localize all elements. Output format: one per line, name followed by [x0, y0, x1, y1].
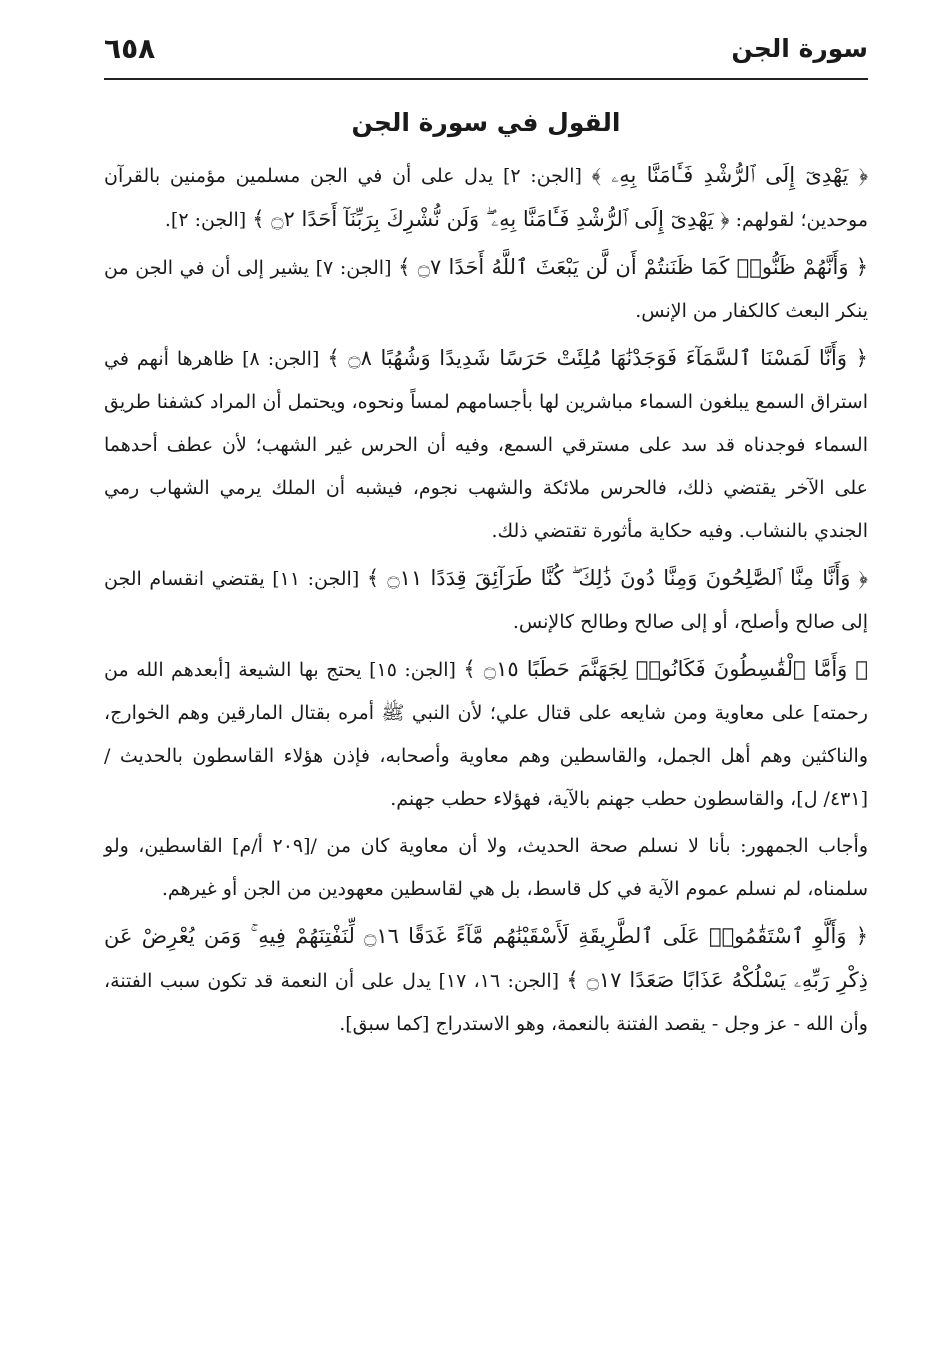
paragraph-jumhur-reply [104, 825, 868, 911]
paragraph-verse-16-17 [104, 915, 868, 1046]
verse-reference: [الجن: ١١] [272, 568, 360, 590]
paragraph-verse-8 [104, 337, 868, 553]
surah-name-header: سورة الجن [731, 34, 868, 63]
commentary-text: يدل على أن في الجن مسلمين مؤمنين بالقرآن موحدين؛ لقولهم: [104, 165, 868, 231]
verse-reference: [الجن: ٨] [242, 348, 320, 370]
verse-reference: [الجن: ١٥] [369, 659, 456, 681]
commentary-text: ظاهرها أنهم في استراق السمع يبلغون السماء مباشرين لها بأجسامهم لمساً ونحوه، ويحتمل أن المراد كشفنا طريق السماء فوجدناه قد سد على مسترقي السمع، وفيه أن الحرس غير الشهب؛ لأن عطف أحدهما على الآخر يقتضي ذلك، فالحرس ملائكة والشهب نجوم، فيشبه أن الملك يرمي الشهاب رمي الجندي بالنشاب. وفيه حكاية مأثورة تقتضي ذلك. [104, 348, 868, 542]
paragraph-verse-7 [104, 246, 868, 333]
page-number: ٦٥٨ [104, 32, 156, 65]
running-header [104, 28, 868, 80]
quran-verse: ﴿ يَهْدِىٓ إِلَى ٱلرُّشْدِ فَـَٔامَنَّا بِهِۦ ﴾ [591, 163, 868, 187]
quran-verse: ﴿ وَأَنَّهُمْ ظَنُّوا۟ كَمَا ظَنَنتُمْ أَن لَّن يَبْعَثَ ٱللَّهُ أَحَدًا ۝٧ ﴾ [398, 255, 869, 279]
quran-verse: ﴿ وَأَنَّا مِنَّا ٱلصَّٰلِحُونَ وَمِنَّا دُونَ ذَٰلِكَ ۖ كُنَّا طَرَآئِقَ قِدَدًا ۝١١ ﴾ [366, 566, 868, 590]
commentary-text: يشير إلى أن في الجن من ينكر البعث كالكفار من الإنس. [104, 257, 868, 322]
quran-verse: ﴿ وَأَمَّا ٱلْقَٰسِطُونَ فَكَانُوا۟ لِجَهَنَّمَ حَطَبًا ۝١٥ ﴾ [463, 657, 868, 681]
commentary-text: يحتج بها الشيعة [أبعدهم الله من رحمته] على معاوية ومن شايعه على قتال علي؛ لأن النبي ﷺ أمره بقتال المارقين وهم الخوارج، والناكثين وهم أهل الجمل، والقاسطين وهم معاوية وأصحابه، فإذن هؤلاء القاسطون بالحديث / [٤٣١/ ل]، والقاسطون حطب جهنم بالآية، فهؤلاء حطب جهنم. [104, 659, 868, 810]
verse-reference: [الجن: ٢]. [164, 209, 247, 231]
quran-verse: ﴿ وَأَنَّا لَمَسْنَا ٱلسَّمَآءَ فَوَجَدْنَٰهَا مُلِئَتْ حَرَسًا شَدِيدًا وَشُهُبًا ۝٨ ﴾ [327, 346, 868, 370]
verse-reference: [الجن: ١٦، ١٧] [438, 970, 560, 992]
commentary-text: يقتضي انقسام الجن إلى صالح وأصلح، أو إلى صالح وطالح كالإنس. [104, 568, 868, 633]
paragraph-verse-11 [104, 557, 868, 644]
commentary-text: وأجاب الجمهور: بأنا لا نسلم صحة الحديث، ولا أن معاوية كان من /[٢٠٩ أ/م] القاسطين، ولو سلمناه، لم نسلم عموم الآية في كل قاسط، بل هي لقاسطين معهودين من الجن أو غيرهم. [104, 835, 868, 900]
verse-reference: [الجن: ٢] [502, 165, 582, 187]
quran-verse: ﴿ يَهْدِىٓ إِلَى ٱلرُّشْدِ فَـَٔامَنَّا بِهِۦ ۖ وَلَن نُّشْرِكَ بِرَبِّنَآ أَحَدًا ۝٢ ﴾ [252, 207, 730, 231]
paragraph-verse-2 [104, 154, 868, 242]
body-text [104, 154, 868, 1050]
paragraph-verse-15 [104, 648, 868, 821]
quran-verse: ﴿ وَأَلَّوِ ٱسْتَقَٰمُوا۟ عَلَى ٱلطَّرِيقَةِ لَأَسْقَيْنَٰهُم مَّآءً غَدَقًا ۝١٦ لِّنَفْتِنَهُمْ فِيهِ ۚ وَمَن يُعْرِضْ عَن ذِكْرِ رَبِّهِۦ يَسْلُكْهُ عَذَابًا صَعَدًا ۝١٧ ﴾ [104, 924, 869, 992]
section-title: القول في سورة الجن [351, 108, 621, 137]
verse-reference: [الجن: ٧] [315, 257, 392, 279]
commentary-text: يدل على أن النعمة قد تكون سبب الفتنة، وأن الله - عز وجل - يقصد الفتنة بالنعمة، وهو الاستدراج [كما سبق]. [104, 970, 868, 1035]
